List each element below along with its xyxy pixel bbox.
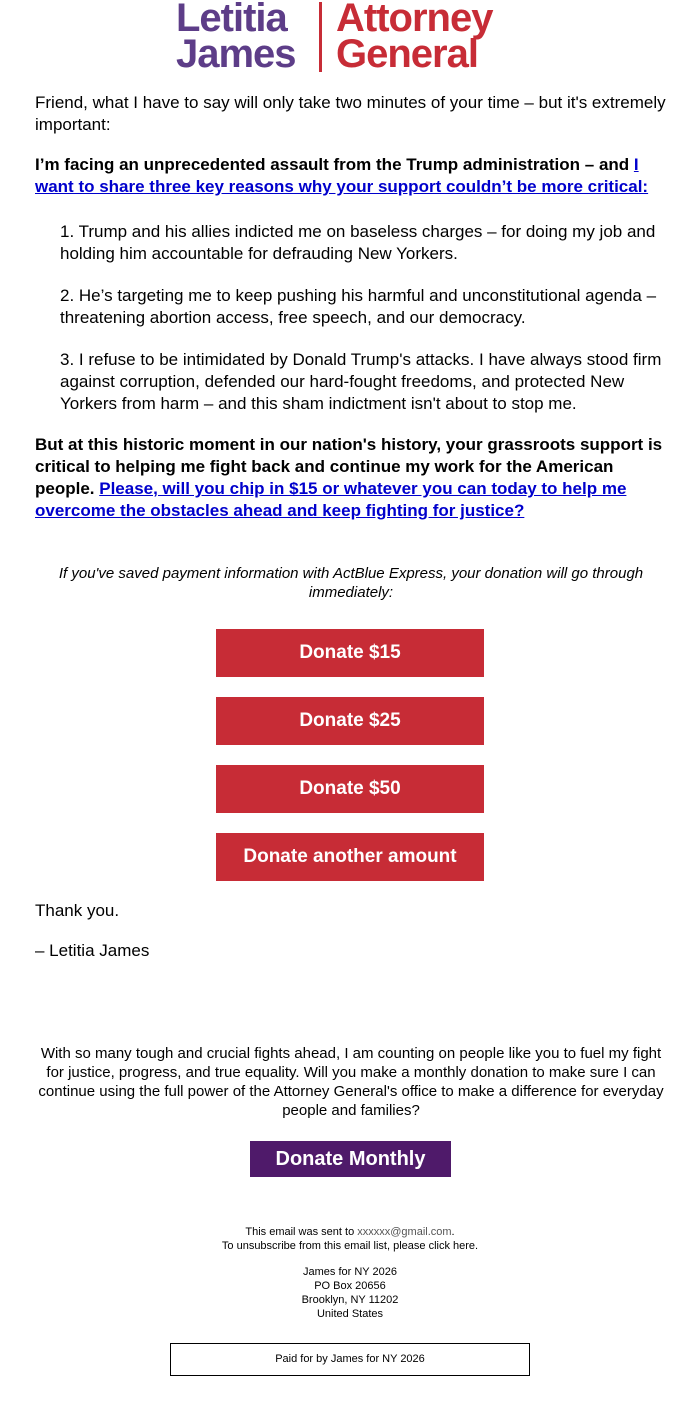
reasons-link[interactable]: I want to share three key reasons why your support couldn’t be more critical: — [35, 155, 649, 196]
logo-title: Attorney General — [336, 0, 493, 76]
donate-other-button[interactable]: Donate another amount — [216, 833, 484, 881]
email-body — [35, 92, 667, 522]
logo — [0, 0, 700, 80]
recipient-email: xxxxxx@gmail.com — [357, 1226, 452, 1238]
express-note: If you've saved payment information with ActBlue Express, your donation will go through immediately: — [58, 565, 644, 601]
unsubscribe-line: To unsubscribe from this email list, please click here. — [221, 1240, 479, 1252]
address-line: United States — [316, 1308, 384, 1320]
signoff-text: – Letitia James — [35, 941, 150, 960]
chip-in-link[interactable]: Please, will you chip in $15 or whatever you can today to help me overcome the obstacles ahead and keep fighting for justice? — [35, 479, 627, 520]
footer-notice — [0, 1225, 700, 1253]
footer-address — [0, 1265, 700, 1321]
logo-divider — [319, 2, 322, 72]
reason-item: 2. He’s targeting me to keep pushing his harmful and unconstitutional agenda – threatening abortion access, free speech, and our democracy. — [60, 286, 657, 327]
sent-to-line: This email was sent to xxxxxx@gmail.com. — [245, 1226, 455, 1238]
donate-monthly-button[interactable]: Donate Monthly — [250, 1141, 451, 1177]
donate-25-button[interactable]: Donate $25 — [216, 697, 484, 745]
lead-paragraph: I’m facing an unprecedented assault from the Trump administration – and I want to share three key reasons why your support couldn’t be more critical: — [35, 155, 649, 196]
closer-paragraph: But at this historic moment in our nation's history, your grassroots support is critical to helping me fight back and continue my work for the American people. Please, will you chip in $15 or whatever you can today to help me overcome the obstacles ahead and keep fighting for justice? — [35, 435, 663, 520]
paid-for-disclaimer: Paid for by James for NY 2026 — [170, 1343, 530, 1376]
monthly-appeal: With so many tough and crucial fights ahead, I am counting on people like you to fuel my fight for justice, progress, and true equality. Will you make a monthly donation to make sure I can continue using the full power of the Attorney General's office to make a difference for everyday people and families? — [38, 1045, 664, 1119]
reason-item: 1. Trump and his allies indicted me on baseless charges – for doing my job and holding him accountable for defrauding New Yorkers. — [60, 222, 656, 263]
address-line: Brooklyn, NY 11202 — [301, 1294, 399, 1306]
logo-name: Letitia James — [176, 0, 296, 76]
unsubscribe-link[interactable]: click here — [428, 1240, 476, 1252]
reason-item: 3. I refuse to be intimidated by Donald Trump's attacks. I have always stood firm against corruption, defended our hard-fought freedoms, and protected New Yorkers from harm – and this sham indictment isn't about to stop me. — [60, 350, 662, 413]
donate-50-button[interactable]: Donate $50 — [216, 765, 484, 813]
thanks-text: Thank you. — [35, 901, 120, 920]
address-line: James for NY 2026 — [303, 1266, 397, 1278]
address-line: PO Box 20656 — [314, 1280, 386, 1292]
reasons-list — [60, 221, 667, 415]
donate-15-button[interactable]: Donate $15 — [216, 629, 484, 677]
intro-text: Friend, what I have to say will only take two minutes of your time – but it's extremely important: — [35, 93, 666, 134]
